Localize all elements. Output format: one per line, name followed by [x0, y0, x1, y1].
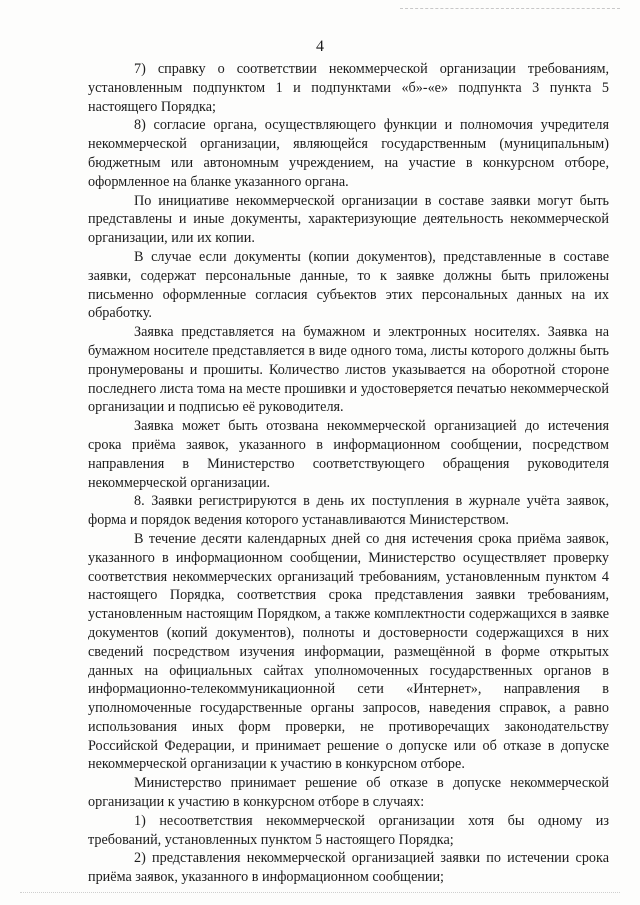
- paragraph-other-documents: По инициативе некоммерческой организации в составе заявки могут быть представлены и иные документы, характеризующие деятельность некоммерческой организации, или их копии.: [88, 192, 609, 247]
- paragraph-personal-data: В случае если документы (копии документов), представленные в составе заявки, содержат персональные данные, то к заявке должны быть приложены письменно оформленные согласия субъектов этих персональных данных на их обработку.: [88, 248, 609, 322]
- document-body: [88, 60, 609, 887]
- paragraph-verification: В течение десяти календарных дней со дня истечения срока приёма заявок, указанного в информационном сообщении, Министерство осуществляет проверку соответствия некоммерческих организаций требованиям, установленным пунктом 4 настоящего Порядка, соответствия срока представления заявки требованиям, установленным настоящим Порядком, а также комплектности содержащихся в заявке документов (копий документов), полноты и достоверности содержащихся в них сведений посредством изучения информации, размещённой в форме открытых данных на официальных сайтах уполномоченных государственных органов в информационно-телекоммуникационной сети «Интернет», направления в уполномоченные государственные органы запросов, наведения справок, а равно использования иных форм проверки, не противоречащих законодательству Российской Федерации, и принимает решение о допуске или об отказе в допуске некоммерческой организации к участию в конкурсном отборе.: [88, 530, 609, 773]
- paragraph-refusal-1: 1) несоответствия некоммерческой организации хотя бы одному из требований, установленных пунктом 5 настоящего Порядка;: [88, 812, 609, 848]
- paragraph-registration: 8. Заявки регистрируются в день их поступления в журнале учёта заявок, форма и порядок ведения которого устанавливаются Министерством.: [88, 493, 609, 529]
- scan-artifact-bottom: [20, 892, 620, 893]
- paragraph-8-founder-consent: 8) согласие органа, осуществляющего функции и полномочия учредителя некоммерческой организации, являющейся государственным (муниципальным) бюджетным или автономным учреждением, на участие в конкурсном отборе, оформленное на бланке указанного органа.: [88, 117, 609, 190]
- page-number: 4: [316, 38, 324, 55]
- paragraph-7-reference: 7) справку о соответствии некоммерческой организации требованиям, установленным подпунктом 1 и подпунктами «б»-«е» подпункта 3 пункта 5 настоящего Порядка;: [88, 61, 609, 115]
- paragraph-refusal-intro: Министерство принимает решение об отказе в допуске некоммерческой организации к участию в конкурсном отборе в случаях:: [88, 775, 609, 811]
- paragraph-paper-format: Заявка представляется на бумажном и электронных носителях. Заявка на бумажном носителе представляется в виде одного тома, листы которого должны быть пронумерованы и прошиты. Количество листов указывается на оборотной стороне последнего листа тома на месте прошивки и удостоверяется печатью некоммерческой организации и подписью её руководителя.: [88, 324, 609, 416]
- scan-artifact-top: [400, 8, 620, 9]
- paragraph-withdrawal: Заявка может быть отозвана некоммерческой организацией до истечения срока приёма заявок, указанного в информационном сообщении, посредством направления в Министерство соответствующего обращения руководителя некоммерческой организации.: [88, 418, 609, 491]
- paragraph-refusal-2: 2) представления некоммерческой организацией заявки по истечении срока приёма заявок, указанного в информационном сообщении;: [88, 850, 609, 886]
